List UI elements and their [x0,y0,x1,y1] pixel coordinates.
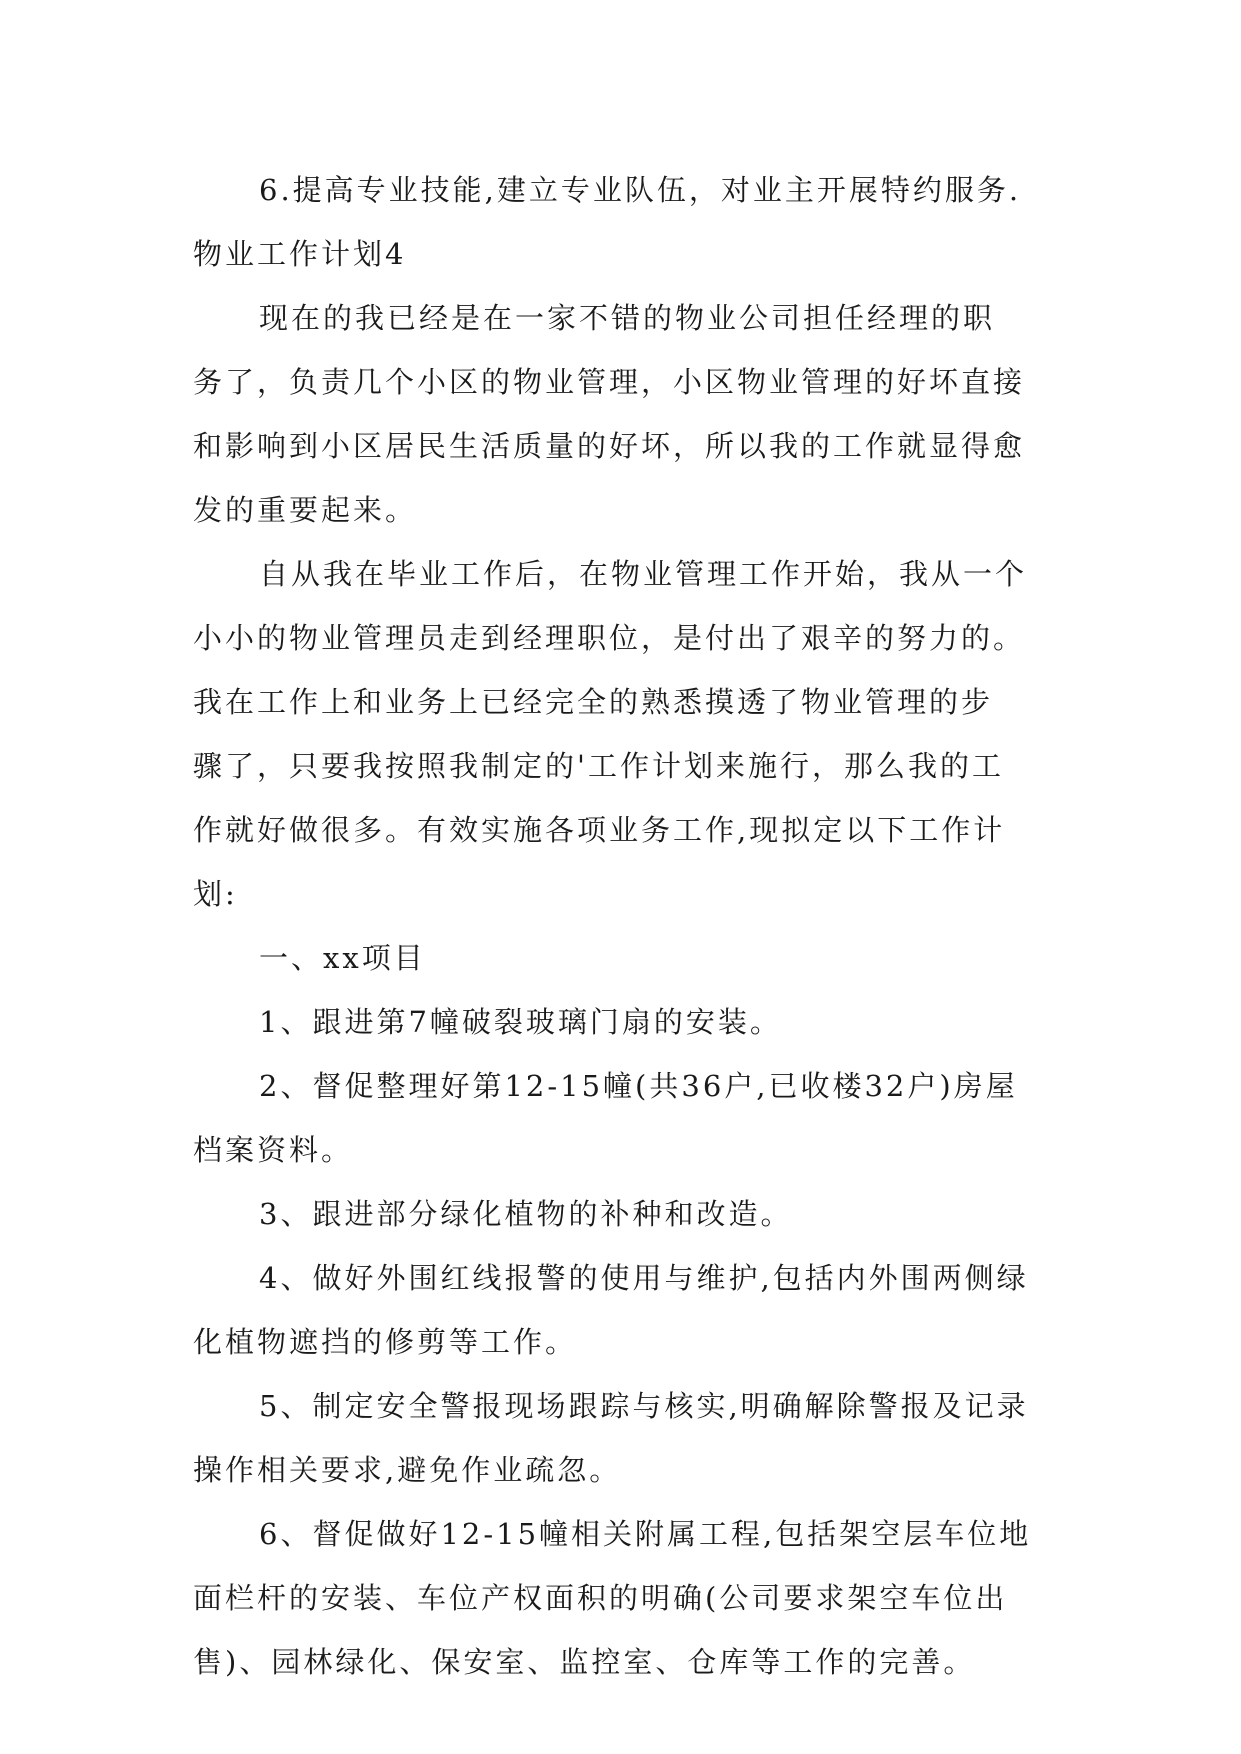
list-item: 1、跟进第7幢破裂玻璃门扇的安装。 [259,1005,782,1039]
list-item: 5、制定安全警报现场跟踪与核实,明确解除警报及记录 [259,1389,1029,1423]
list-item-continuation: 操作相关要求,避免作业疏忽。 [193,1453,622,1487]
section-heading: 物业工作计划4 [193,237,407,271]
list-item-continuation: 档案资料。 [193,1133,354,1167]
text-line: 现在的我已经是在一家不错的物业公司担任经理的职 [259,301,996,335]
text-line: 6.提高专业技能,建立专业队伍，对业主开展特约服务. [259,173,1022,207]
list-item: 3、跟进部分绿化植物的补种和改造。 [259,1197,793,1231]
list-item: 6、督促做好12-15幢相关附属工程,包括架空层车位地 [259,1517,1032,1551]
document-body [193,158,1073,1694]
text-line: 我在工作上和业务上已经完全的熟悉摸透了物业管理的步 [193,685,994,719]
text-line: 划: [193,877,238,911]
text-line: 小小的物业管理员走到经理职位，是付出了艰辛的努力的。 [193,621,1026,655]
text-line: 和影响到小区居民生活质量的好坏，所以我的工作就显得愈 [193,429,1026,463]
text-line: 务了，负责几个小区的物业管理，小区物业管理的好坏直接 [193,365,1026,399]
list-item-continuation: 化植物遮挡的修剪等工作。 [193,1325,578,1359]
list-item-continuation: 售)、园林绿化、保安室、监控室、仓库等工作的完善。 [193,1645,976,1679]
text-line: 自从我在毕业工作后，在物业管理工作开始，我从一个 [259,557,1028,591]
list-item: 4、做好外围红线报警的使用与维护,包括内外围两侧绿 [259,1261,1029,1295]
list-item: 2、督促整理好第12-15幢(共36户,已收楼32户)房屋 [259,1069,1018,1103]
text-line: 作就好做很多。有效实施各项业务工作,现拟定以下工作计 [193,813,1006,847]
list-heading: 一、xx项目 [259,941,426,975]
text-line: 骤了，只要我按照我制定的'工作计划来施行，那么我的工 [193,749,1004,783]
text-line: 发的重要起来。 [193,493,418,527]
list-item-continuation: 面栏杆的安装、车位产权面积的明确(公司要求架空车位出 [193,1581,1008,1615]
